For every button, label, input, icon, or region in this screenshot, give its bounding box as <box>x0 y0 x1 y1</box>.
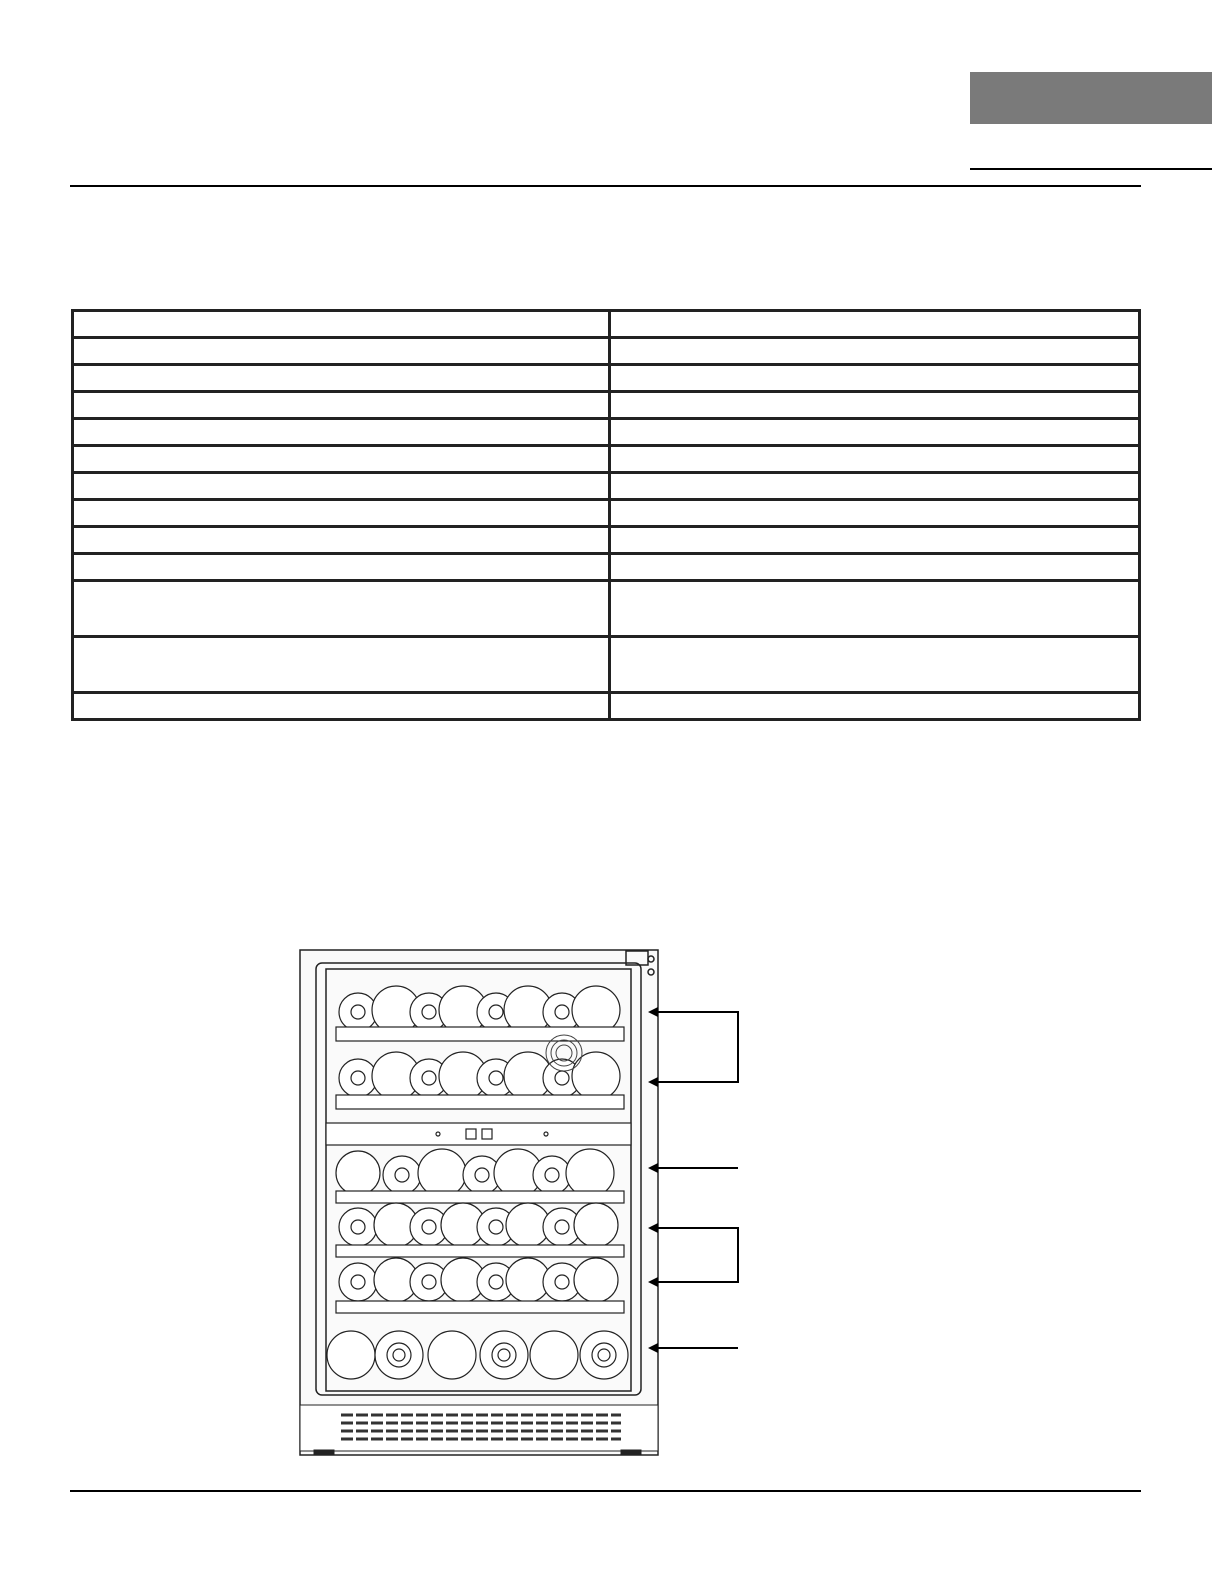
spec-row <box>73 311 1140 338</box>
spec-value <box>610 365 1140 392</box>
spec-label <box>73 581 610 637</box>
spec-label <box>73 338 610 365</box>
footer-divider <box>70 1490 1141 1492</box>
spec-value <box>610 500 1140 527</box>
spec-row <box>73 446 1140 473</box>
spec-label <box>73 637 610 693</box>
section-tab <box>970 72 1212 124</box>
spec-value <box>610 311 1140 338</box>
spec-value <box>610 338 1140 365</box>
spec-row <box>73 554 1140 581</box>
spec-label <box>73 473 610 500</box>
callout-arrows <box>650 1012 738 1348</box>
spec-value <box>610 554 1140 581</box>
spec-value <box>610 473 1140 500</box>
specification-table <box>71 309 1141 721</box>
spec-value <box>610 392 1140 419</box>
spec-value <box>610 637 1140 693</box>
spec-value <box>610 581 1140 637</box>
spec-label <box>73 419 610 446</box>
spec-value <box>610 419 1140 446</box>
wine-cooler-diagram <box>296 945 746 1460</box>
spec-value <box>610 446 1140 473</box>
spec-label <box>73 554 610 581</box>
spec-row <box>73 581 1140 637</box>
spec-row <box>73 527 1140 554</box>
spec-row <box>73 338 1140 365</box>
spec-row <box>73 365 1140 392</box>
spec-label <box>73 392 610 419</box>
base-grille <box>300 1405 658 1455</box>
spec-value <box>610 693 1140 720</box>
spec-label <box>73 527 610 554</box>
spec-value <box>610 527 1140 554</box>
spec-label <box>73 500 610 527</box>
spec-row <box>73 693 1140 720</box>
spec-label <box>73 446 610 473</box>
spec-label <box>73 693 610 720</box>
lower-rack-2 <box>336 1203 624 1257</box>
spec-row <box>73 473 1140 500</box>
spec-label <box>73 365 610 392</box>
header-divider <box>70 185 1141 187</box>
lower-rack-3 <box>336 1258 624 1313</box>
tab-underline <box>970 168 1212 170</box>
control-panel <box>326 1123 631 1145</box>
spec-label <box>73 311 610 338</box>
spec-row <box>73 392 1140 419</box>
spec-row <box>73 500 1140 527</box>
spec-row <box>73 419 1140 446</box>
upper-rack-1 <box>336 986 624 1041</box>
spec-row <box>73 637 1140 693</box>
